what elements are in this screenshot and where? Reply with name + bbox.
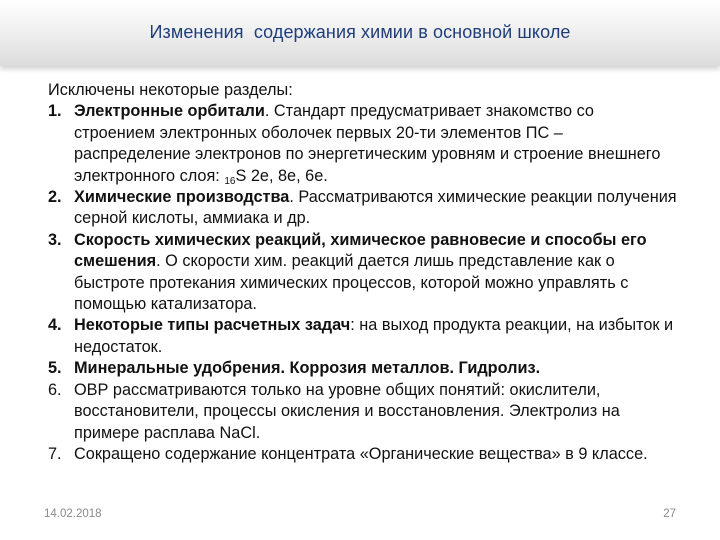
list-item bbox=[48, 444, 678, 465]
title-bar bbox=[0, 0, 720, 66]
item-number: 4. bbox=[48, 316, 62, 335]
item-number: 5. bbox=[48, 359, 62, 378]
list-item bbox=[48, 380, 678, 444]
item-text: . Рассматриваются химические реакции получения серной кислоты, аммиака и др. bbox=[74, 188, 677, 228]
slide-title: Изменения содержания химии в основной школе bbox=[149, 22, 571, 42]
list-item bbox=[48, 315, 678, 358]
list-item bbox=[48, 230, 678, 316]
item-number: 6. bbox=[48, 380, 62, 399]
item-tail: S 2е, 8е, 6е. bbox=[235, 166, 328, 185]
atomic-number: 16 bbox=[224, 175, 236, 187]
item-number: 1. bbox=[48, 102, 62, 121]
footer-date: 14.02.2018 bbox=[44, 508, 102, 520]
item-number: 7. bbox=[48, 444, 62, 463]
list-item bbox=[48, 187, 678, 230]
item-text: ОВР рассматриваются только на уровне общих понятий: окислители, восстановители, процессы окисления и восстановления. Электролиз на примере расплава NaCl. bbox=[74, 380, 620, 442]
list-item bbox=[48, 101, 678, 187]
item-number: 2. bbox=[48, 188, 62, 207]
item-heading: Химические производства bbox=[74, 188, 290, 207]
item-text: : на выход продукта реакции, на избыток и недостаток. bbox=[74, 316, 674, 356]
item-number: 3. bbox=[48, 230, 62, 249]
page-number: 27 bbox=[663, 508, 676, 520]
slide-content bbox=[48, 80, 678, 465]
item-text: . О скорости хим. реакций дается лишь представление как о быстроте протекания химических процессов, которой можно управлять с помощью катализатора. bbox=[74, 252, 629, 314]
intro-text: Исключены некоторые разделы: bbox=[48, 81, 293, 99]
item-heading: Минеральные удобрения. Коррозия металлов. Гидролиз. bbox=[74, 359, 541, 378]
item-heading: Скорость химических реакций, химическое равновесие и способы его смешения bbox=[74, 230, 647, 271]
excluded-topics-list bbox=[48, 101, 678, 465]
item-text: . Стандарт предусматривает знакомство со строением электронных оболочек первых 20-ти элементов ПС – распределение электронов по энергетическим уровням и строение внешнего электронного слоя: bbox=[74, 102, 661, 185]
item-text: Сокращено содержание концентрата «Органические вещества» в 9 классе. bbox=[74, 444, 648, 463]
item-heading: Некоторые типы расчетных задач bbox=[74, 316, 351, 335]
list-item bbox=[48, 358, 678, 379]
item-heading: Электронные орбитали bbox=[74, 102, 265, 121]
